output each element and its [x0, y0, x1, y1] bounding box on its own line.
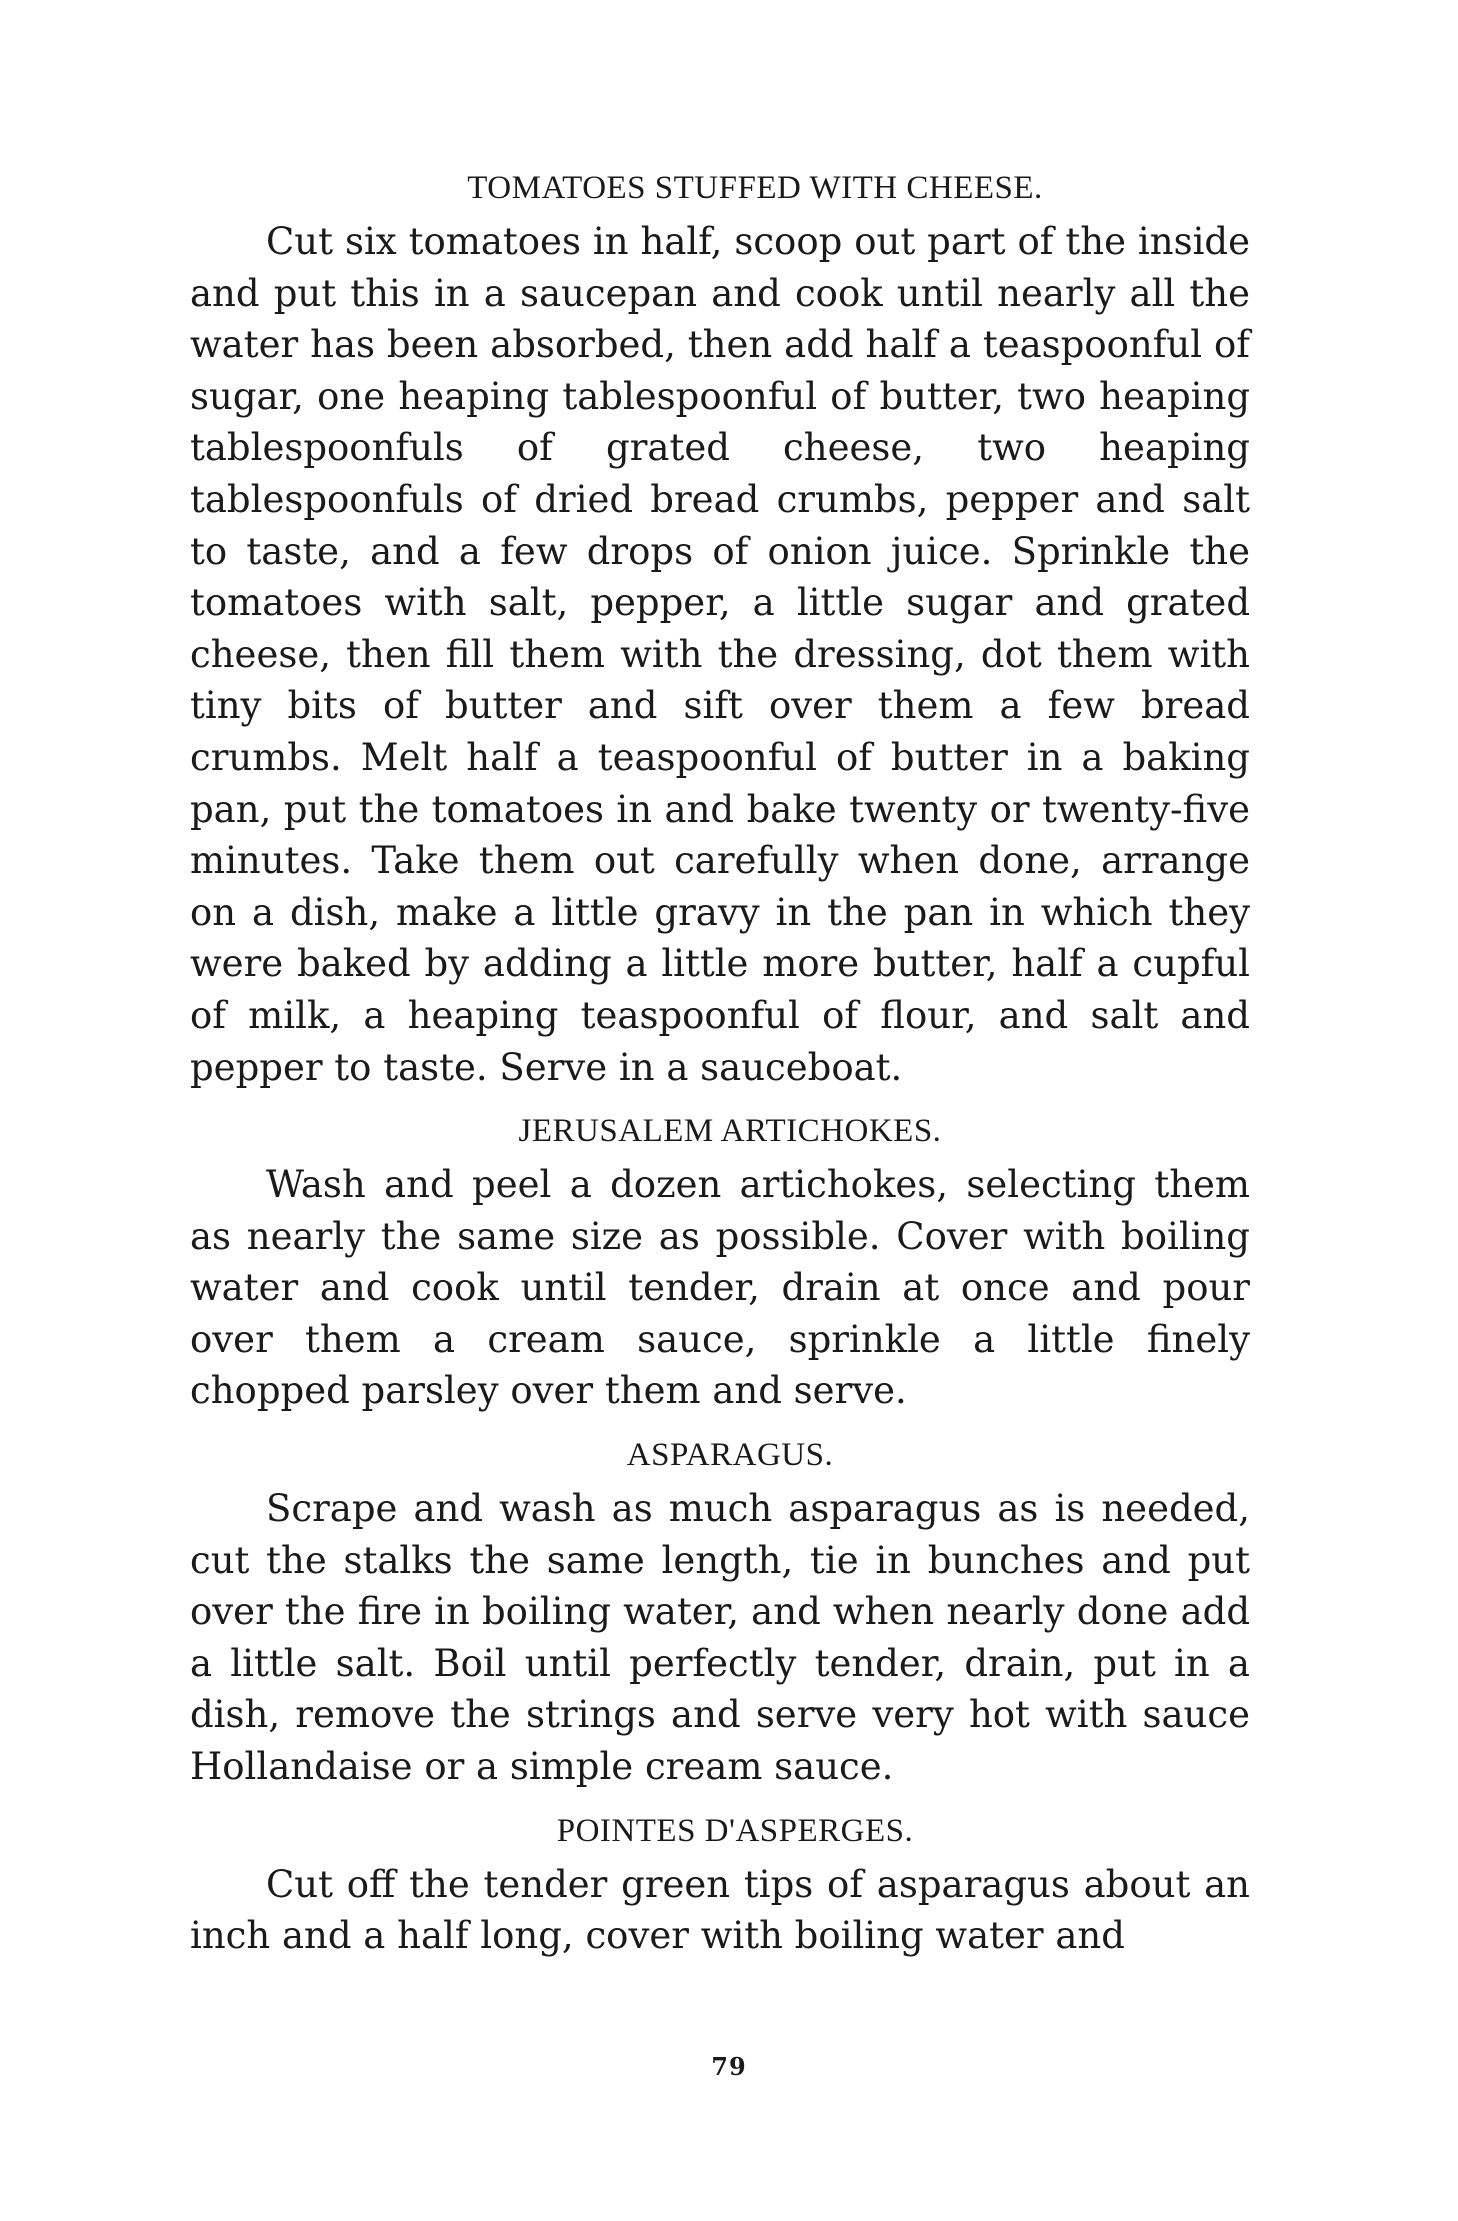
recipe-text: Scrape and wash as much asparagus as is needed, cut the stalks the same length, tie in bunches and put over the fire in boiling water, and when nearly done add a little salt. Boil until perfectly tender, drain, put in a dish, remove the strings and serve very hot with sauce Hollandaise or a simple cream sauce.	[190, 1487, 1250, 1789]
section-tomatoes-stuffed-with-cheese	[190, 166, 1250, 1093]
recipe-heading: POINTES D'ASPERGES.	[556, 1812, 914, 1849]
section-jerusalem-artichokes	[190, 1109, 1250, 1417]
recipe-heading: ASPARAGUS.	[626, 1437, 834, 1474]
recipe-text: Wash and peel a dozen artichokes, selecting them as nearly the same size as possible. Cover with boiling water and cook until tender, drain at once and pour over them a cream sauce, sprinkle a little finely chopped parsley over them and serve.	[190, 1163, 1250, 1413]
page-content	[190, 166, 1250, 1978]
recipe-text: Cut off the tender green tips of asparagus about an inch and a half long, cover with boiling water and	[190, 1862, 1250, 1958]
recipe-heading: TOMATOES STUFFED WITH CHEESE.	[467, 170, 1043, 206]
recipe-text: Cut six tomatoes in half, scoop out part of the inside and put this in a saucepan and cook until nearly all the water has been absorbed, then add half a teaspoonful of sugar, one heaping tablespoonful of butter, two heaping tablespoonfuls of grated cheese, two heaping tablespoonfuls of dried bread crumbs, pepper and salt to taste, and a few drops of onion juice. Sprinkle the tomatoes with salt, pepper, a little sugar and grated cheese, then fill them with the dressing, dot them with tiny bits of butter and sift over them a few bread crumbs. Melt half a teaspoonful of butter in a baking pan, put the tomatoes in and bake twenty or twenty-five minutes. Take them out carefully when done, arrange on a dish, make a little gravy in the pan in which they were baked by adding a little more butter, half a cupful of milk, a heaping teaspoonful of flour, and salt and pepper to taste. Serve in a sauceboat.	[190, 220, 1250, 1089]
recipe-heading: JERUSALEM ARTICHOKES.	[518, 1113, 942, 1150]
page-number: 79	[711, 2052, 747, 2081]
section-pointes-dasperges	[190, 1809, 1250, 1962]
section-asparagus	[190, 1433, 1250, 1793]
